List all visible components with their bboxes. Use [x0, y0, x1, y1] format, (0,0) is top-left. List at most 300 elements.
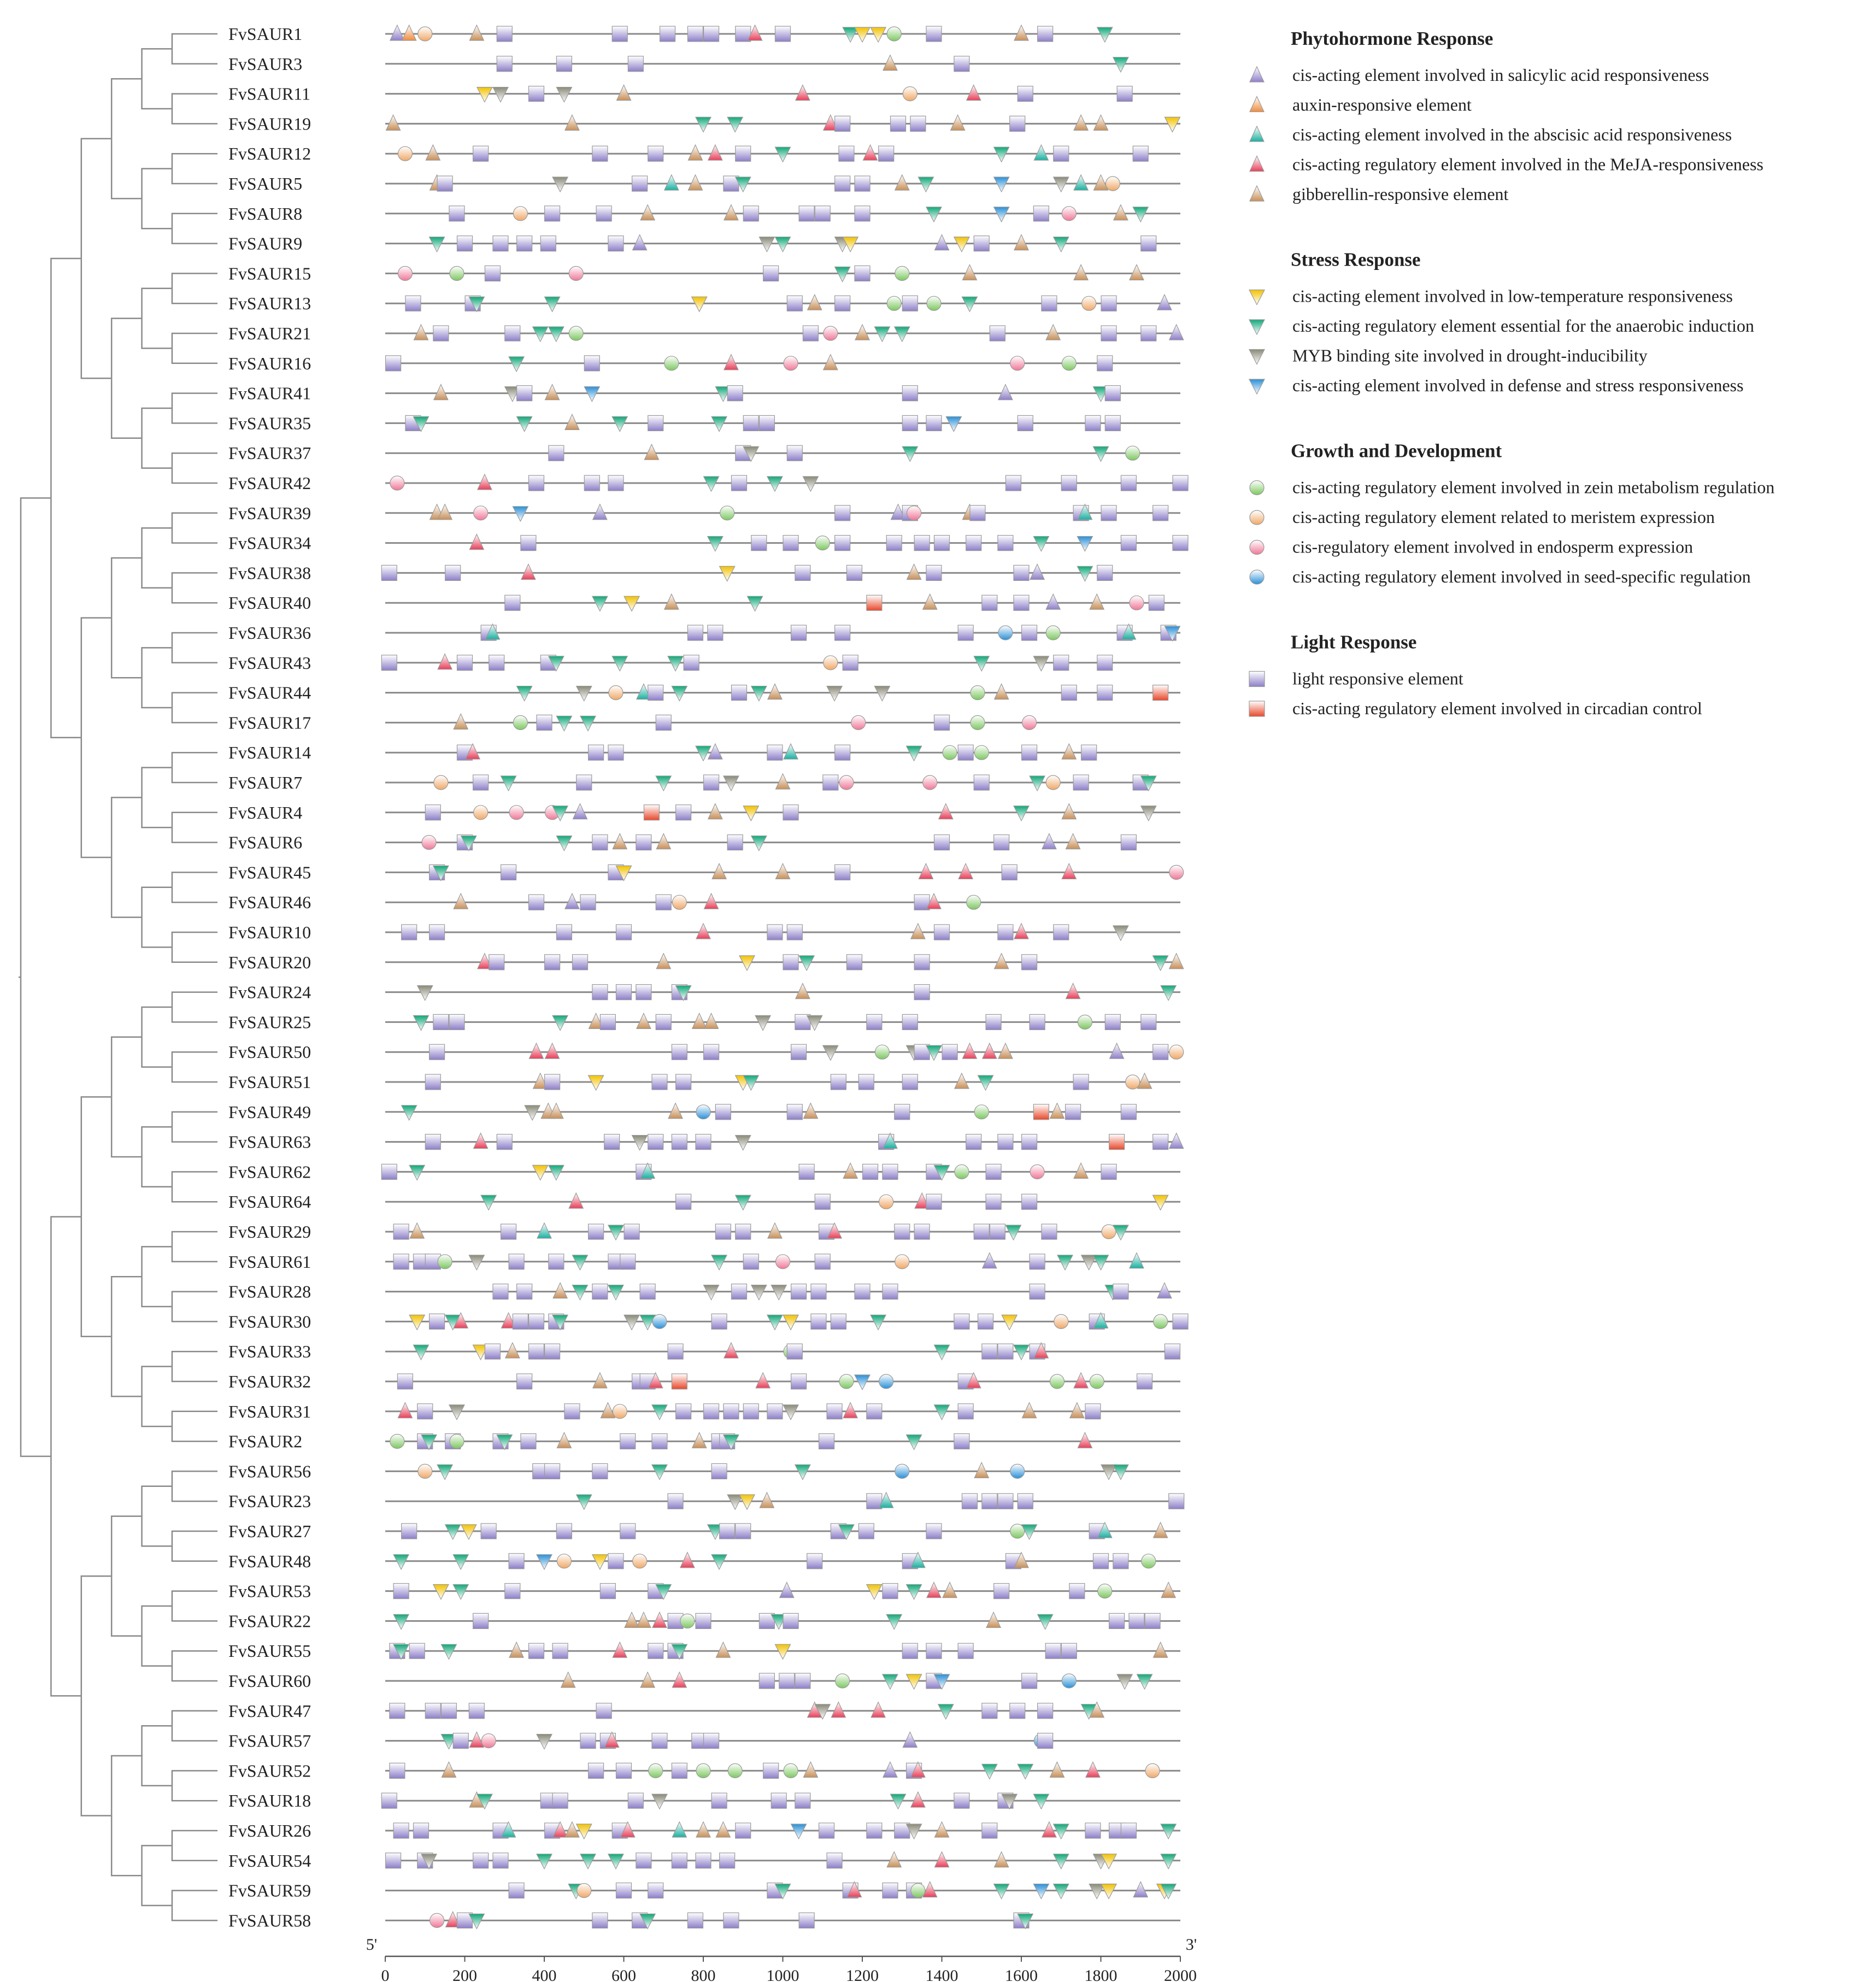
- light-element-marker: [556, 56, 572, 72]
- zein-element-marker: [1126, 446, 1140, 460]
- ga-element-marker: [664, 594, 679, 609]
- light-element-marker: [855, 176, 870, 191]
- light-element-marker: [736, 1823, 751, 1838]
- meja-element-marker: [652, 1612, 667, 1627]
- gene-label: FvSAUR47: [228, 1701, 311, 1721]
- light-element-marker: [636, 1853, 651, 1868]
- tree-branch: [51, 1456, 81, 1696]
- sa-element-marker: [780, 1583, 794, 1598]
- light-element-marker: [934, 536, 950, 551]
- meristem-element-marker: [903, 87, 917, 101]
- gene-label: FvSAUR15: [228, 263, 311, 284]
- gene-label: FvSAUR18: [228, 1791, 311, 1811]
- legend-item-label: auxin-responsive element: [1292, 95, 1472, 115]
- legend-group-title: Light Response: [1291, 631, 1417, 653]
- light-element-marker: [390, 1703, 405, 1719]
- tree-branch: [111, 79, 142, 139]
- ga-element-marker: [1014, 235, 1028, 250]
- light-element-marker: [1105, 415, 1120, 431]
- light-element-marker: [509, 1883, 524, 1898]
- ga-element-marker: [962, 264, 977, 280]
- light-element-marker: [736, 1224, 751, 1239]
- meja-element-marker: [756, 1373, 770, 1388]
- light-element-marker: [1030, 1284, 1045, 1299]
- light-element-marker: [620, 1524, 636, 1539]
- gene-row-fvsaur27: [228, 1521, 1180, 1541]
- endosperm-element-marker: [569, 266, 583, 280]
- gene-label: FvSAUR45: [228, 862, 311, 883]
- light-element-marker: [1121, 1104, 1136, 1120]
- tree-branch: [111, 1037, 142, 1097]
- tree-branch: [142, 408, 172, 438]
- ga-element-marker: [617, 85, 631, 101]
- light-element-marker: [1097, 356, 1113, 371]
- zein-element-marker: [895, 266, 909, 280]
- gene-label: FvSAUR61: [228, 1251, 311, 1272]
- endosperm-element-marker: [1130, 596, 1144, 610]
- sa-element-marker: [935, 235, 949, 250]
- light-element-marker: [648, 1643, 663, 1658]
- tree-branch: [172, 633, 217, 648]
- gene-row-fvsaur6: [228, 833, 1180, 852]
- tree-branch: [142, 1516, 172, 1546]
- light-element-marker: [886, 536, 902, 551]
- light-element-marker: [577, 775, 592, 790]
- ga-element-marker: [803, 1103, 818, 1119]
- ga-element-marker: [1046, 325, 1060, 340]
- light-element-marker: [393, 1584, 409, 1599]
- light-element-marker: [767, 745, 783, 760]
- gene-row-fvsaur42: [228, 473, 1188, 493]
- tree-branch: [172, 1292, 217, 1307]
- tree-branch: [81, 618, 111, 738]
- light-element-marker: [986, 1014, 1001, 1030]
- light-element-marker: [696, 1853, 711, 1868]
- light-element-marker: [1169, 1493, 1184, 1509]
- ga-element-marker: [637, 1013, 651, 1028]
- tree-branch: [81, 1097, 111, 1216]
- light-element-marker: [457, 655, 473, 671]
- light-element-marker: [1085, 415, 1101, 431]
- light-element-marker: [827, 1853, 842, 1868]
- circadian-element-marker: [867, 595, 882, 610]
- meristem-element-marker: [1046, 775, 1060, 790]
- gene-row-fvsaur32: [228, 1372, 1180, 1391]
- light-element-marker: [926, 1524, 942, 1539]
- tree-branch: [172, 947, 217, 962]
- sa-element-marker: [573, 804, 587, 819]
- light-element-marker: [791, 1284, 807, 1299]
- light-element-marker: [966, 1134, 981, 1150]
- light-element-marker: [493, 1853, 508, 1868]
- legend-item-label: cis-acting regulatory element related to meristem expression: [1292, 507, 1715, 527]
- ga-element-marker: [1050, 1103, 1064, 1119]
- tree-branch: [172, 932, 217, 947]
- tree-branch: [142, 768, 172, 798]
- light-element-marker: [763, 266, 779, 281]
- sa-element-marker: [565, 893, 579, 909]
- tree-branch: [142, 1756, 172, 1786]
- tree-branch: [142, 918, 172, 948]
- gene-label: FvSAUR17: [228, 713, 311, 733]
- ga-element-marker: [796, 984, 810, 999]
- tree-branch: [172, 1831, 217, 1845]
- light-element-marker: [914, 536, 930, 551]
- light-element-marker: [783, 955, 798, 970]
- tree-branch: [172, 872, 217, 887]
- gene-row-fvsaur40: [228, 593, 1180, 613]
- light-element-marker: [982, 1493, 997, 1509]
- light-element-marker: [974, 1224, 989, 1239]
- tree-branch: [172, 1666, 217, 1681]
- gene-row-fvsaur14: [228, 743, 1180, 762]
- legend-myb-icon: [1249, 350, 1265, 364]
- gene-label: FvSAUR26: [228, 1821, 311, 1840]
- light-element-marker: [1066, 1104, 1081, 1120]
- gene-label: FvSAUR16: [228, 353, 311, 373]
- axis-tick-label: 800: [691, 1967, 716, 1982]
- legend-group: [1250, 28, 1763, 204]
- ga-element-marker: [688, 145, 702, 160]
- light-element-marker: [835, 176, 850, 191]
- zein-element-marker: [974, 745, 989, 760]
- ga-element-marker: [716, 1822, 730, 1837]
- gene-label: FvSAUR42: [228, 473, 311, 493]
- light-element-marker: [652, 1733, 667, 1749]
- tree-branch: [111, 1097, 142, 1157]
- light-element-marker: [835, 745, 850, 760]
- light-element-marker: [1085, 1404, 1101, 1419]
- tree-branch: [172, 992, 217, 1007]
- ga-element-marker: [986, 1612, 1001, 1627]
- light-element-marker: [648, 1134, 663, 1150]
- gene-label: FvSAUR14: [228, 743, 311, 763]
- light-element-marker: [855, 266, 870, 281]
- light-element-marker: [958, 1404, 973, 1419]
- light-element-marker: [608, 236, 624, 251]
- light-element-marker: [596, 206, 611, 221]
- light-element-marker: [648, 146, 663, 161]
- light-element-marker: [1022, 1194, 1037, 1209]
- tree-branch: [172, 513, 217, 528]
- light-element-marker: [926, 565, 942, 580]
- light-element-marker: [954, 1793, 969, 1808]
- ga-element-marker: [692, 1013, 707, 1028]
- light-element-marker: [791, 1044, 807, 1060]
- light-element-marker: [1022, 955, 1037, 970]
- light-element-marker: [636, 835, 651, 850]
- zein-element-marker: [1090, 1374, 1104, 1389]
- light-element-marker: [505, 1584, 520, 1599]
- zein-element-marker: [450, 1434, 464, 1449]
- gene-row-fvsaur39: [228, 503, 1180, 523]
- gene-row-fvsaur26: [228, 1821, 1180, 1840]
- tree-branch: [51, 498, 81, 737]
- gene-label: FvSAUR13: [228, 293, 311, 314]
- light-element-marker: [509, 1254, 524, 1269]
- legend: [1249, 28, 1774, 718]
- ga-element-marker: [768, 1223, 782, 1238]
- meristem-element-marker: [557, 1554, 571, 1568]
- tree-branch: [172, 154, 217, 168]
- meja-element-marker: [438, 654, 452, 669]
- light-element-marker: [831, 1074, 846, 1090]
- light-element-marker: [608, 475, 624, 491]
- light-element-marker: [687, 625, 703, 640]
- meja-element-marker: [724, 1343, 738, 1358]
- ga-element-marker: [1062, 804, 1076, 819]
- gene-row-fvsaur24: [228, 983, 1180, 1002]
- gene-label: FvSAUR58: [228, 1910, 311, 1931]
- gene-row-fvsaur22: [228, 1611, 1180, 1631]
- light-element-marker: [926, 1643, 942, 1658]
- endosperm-element-marker: [509, 805, 524, 820]
- light-element-marker: [1101, 326, 1116, 341]
- zein-element-marker: [1078, 1015, 1092, 1029]
- tree-branch: [111, 618, 142, 678]
- light-element-marker: [815, 206, 830, 221]
- meristem-element-marker: [1105, 177, 1120, 191]
- tree-branch: [111, 1277, 142, 1337]
- circadian-element-marker: [644, 805, 659, 820]
- tree-branch: [142, 648, 172, 678]
- light-element-marker: [497, 26, 512, 42]
- endosperm-element-marker: [923, 775, 937, 790]
- tree-branch: [111, 1337, 142, 1397]
- gene-label: FvSAUR38: [228, 563, 311, 583]
- aba-element-marker: [1130, 1253, 1144, 1268]
- tree-branch: [172, 1127, 217, 1142]
- light-element-marker: [1101, 1164, 1116, 1179]
- light-element-marker: [596, 1703, 611, 1719]
- ga-element-marker: [951, 115, 965, 130]
- meja-element-marker: [843, 1403, 857, 1418]
- meristem-element-marker: [613, 1404, 627, 1419]
- light-element-marker: [628, 56, 643, 72]
- light-element-marker: [493, 1284, 508, 1299]
- light-element-marker: [846, 955, 862, 970]
- gene-row-fvsaur37: [228, 443, 1180, 463]
- tree-branch: [172, 1351, 217, 1366]
- endosperm-element-marker: [1030, 1165, 1044, 1179]
- endosperm-element-marker: [398, 266, 412, 280]
- seed-element-marker: [652, 1314, 667, 1328]
- sa-element-marker: [903, 1732, 917, 1748]
- ga-element-marker: [1074, 115, 1088, 130]
- tree-branch: [142, 1606, 172, 1636]
- meristem-element-marker: [633, 1554, 647, 1568]
- light-element-marker: [1038, 1733, 1053, 1749]
- endosperm-element-marker: [430, 1913, 444, 1927]
- gene-label: FvSAUR40: [228, 593, 311, 613]
- light-element-marker: [994, 835, 1009, 850]
- light-element-marker: [767, 1404, 783, 1419]
- light-element-marker: [998, 925, 1013, 940]
- light-element-marker: [672, 1763, 687, 1778]
- axis-tick-label: 1400: [925, 1967, 958, 1982]
- light-element-marker: [1145, 1613, 1160, 1628]
- meristem-element-marker: [672, 895, 686, 909]
- ga-element-marker: [808, 295, 822, 310]
- gene-row-fvsaur53: [228, 1581, 1180, 1601]
- legend-item-label: gibberellin-responsive element: [1292, 184, 1509, 204]
- meristem-element-marker: [824, 656, 838, 670]
- light-element-marker: [1022, 745, 1037, 760]
- light-element-marker: [799, 1913, 814, 1928]
- axis-start-label: 5': [366, 1936, 378, 1954]
- tree-branch: [142, 1875, 172, 1905]
- gene-label: FvSAUR23: [228, 1491, 311, 1512]
- tree-branch: [172, 1905, 217, 1920]
- light-element-marker: [1038, 26, 1053, 42]
- axis-tick-label: 400: [532, 1967, 557, 1982]
- light-element-marker: [656, 895, 671, 910]
- ga-element-marker: [824, 355, 838, 370]
- light-element-marker: [708, 625, 723, 640]
- gene-row-fvsaur49: [228, 1102, 1180, 1122]
- zein-element-marker: [815, 536, 830, 550]
- light-element-marker: [696, 1613, 711, 1628]
- light-element-marker: [934, 835, 950, 850]
- zein-element-marker: [728, 1763, 742, 1778]
- ga-element-marker: [1094, 115, 1108, 130]
- light-element-marker: [791, 625, 807, 640]
- tree-branch: [172, 273, 217, 288]
- light-element-marker: [449, 206, 464, 221]
- light-element-marker: [473, 1613, 489, 1628]
- light-element-marker: [763, 1763, 779, 1778]
- light-element-marker: [720, 1853, 735, 1868]
- zein-element-marker: [967, 895, 981, 909]
- tree-branch: [111, 857, 142, 918]
- zein-element-marker: [927, 296, 941, 310]
- light-element-marker: [751, 536, 767, 551]
- axis-tick-label: 0: [381, 1967, 390, 1982]
- ga-element-marker: [760, 1492, 774, 1508]
- light-element-marker: [620, 1254, 636, 1269]
- light-element-marker: [902, 1074, 918, 1090]
- ga-element-marker: [386, 115, 401, 130]
- ga-element-marker: [708, 804, 722, 819]
- light-element-marker: [1121, 475, 1136, 491]
- light-element-marker: [787, 1344, 802, 1359]
- gene-label: FvSAUR28: [228, 1281, 311, 1302]
- ga-element-marker: [410, 1223, 424, 1238]
- legend-lowtemp-icon: [1249, 290, 1265, 305]
- meja-element-marker: [1062, 863, 1076, 879]
- gene-tracks: [228, 24, 1188, 1930]
- light-element-marker: [902, 1643, 918, 1658]
- tree-branch: [172, 1651, 217, 1666]
- light-element-marker: [528, 1643, 544, 1658]
- tree-branch: [172, 1606, 217, 1621]
- ga-element-marker: [668, 1103, 683, 1119]
- seed-element-marker: [1062, 1674, 1076, 1688]
- meja-element-marker: [919, 863, 933, 879]
- gene-row-fvsaur46: [228, 892, 1180, 912]
- tree-branch: [51, 258, 81, 498]
- light-element-marker: [485, 1344, 500, 1359]
- gene-label: FvSAUR37: [228, 443, 311, 463]
- ga-element-marker: [696, 1822, 710, 1837]
- light-element-marker: [437, 176, 452, 191]
- tree-branch: [172, 1786, 217, 1801]
- light-element-marker: [430, 1044, 445, 1060]
- tree-branch: [172, 408, 217, 423]
- gene-row-fvsaur56: [228, 1461, 1180, 1481]
- light-element-marker: [509, 1554, 524, 1569]
- light-element-marker: [589, 745, 604, 760]
- gene-row-fvsaur25: [228, 1012, 1180, 1032]
- ga-element-marker: [1161, 1583, 1175, 1598]
- zein-element-marker: [1154, 1314, 1168, 1328]
- light-element-marker: [1073, 1074, 1089, 1090]
- tree-branch: [172, 1486, 217, 1501]
- light-element-marker: [632, 176, 648, 191]
- endosperm-element-marker: [1022, 715, 1037, 730]
- light-element-marker: [736, 146, 751, 161]
- light-element-marker: [736, 1524, 751, 1539]
- light-element-marker: [656, 1014, 671, 1030]
- gene-row-fvsaur51: [228, 1072, 1180, 1092]
- light-element-marker: [1173, 475, 1188, 491]
- light-element-marker: [743, 206, 758, 221]
- ga-element-marker: [1022, 1403, 1037, 1418]
- legend-item-label: cis-acting regulatory element involved in circadian control: [1292, 698, 1702, 718]
- gene-row-fvsaur30: [228, 1311, 1188, 1331]
- light-element-marker: [393, 1224, 409, 1239]
- circadian-element-marker: [1153, 685, 1168, 701]
- tree-branch: [172, 752, 217, 767]
- light-element-marker: [926, 1194, 942, 1209]
- light-element-marker: [493, 236, 508, 251]
- light-element-marker: [787, 445, 802, 461]
- ga-element-marker: [995, 684, 1009, 699]
- gene-label: FvSAUR22: [228, 1611, 311, 1631]
- light-element-marker: [1081, 745, 1097, 760]
- light-element-marker: [672, 1044, 687, 1060]
- light-element-marker: [1061, 685, 1077, 701]
- light-element-marker: [505, 595, 520, 610]
- ga-element-marker: [656, 834, 671, 849]
- meristem-element-marker: [398, 146, 412, 161]
- ga-element-marker: [1062, 744, 1076, 759]
- light-element-marker: [381, 1164, 397, 1179]
- meja-element-marker: [569, 1193, 583, 1208]
- tree-branch: [111, 319, 142, 379]
- tree-branch: [172, 1246, 217, 1261]
- gene-label: FvSAUR33: [228, 1342, 311, 1362]
- zein-element-marker: [784, 1763, 798, 1778]
- ga-element-marker: [557, 1433, 571, 1448]
- tree-branch: [172, 573, 217, 587]
- meja-element-marker: [935, 1852, 949, 1867]
- tree-branch: [172, 1067, 217, 1082]
- zein-element-marker: [887, 27, 901, 41]
- legend-zein-icon: [1250, 481, 1264, 495]
- endosperm-element-marker: [422, 836, 436, 850]
- meja-element-marker: [1078, 1433, 1092, 1448]
- light-element-marker: [687, 1913, 703, 1928]
- gene-row-fvsaur4: [228, 803, 1180, 822]
- tree-branch: [21, 977, 51, 1456]
- gene-label: FvSAUR7: [228, 773, 303, 792]
- tree-branch: [172, 214, 217, 228]
- light-element-marker: [1030, 1014, 1045, 1030]
- light-element-marker: [405, 296, 421, 311]
- gene-row-fvsaur17: [228, 713, 1180, 732]
- light-element-marker: [584, 356, 599, 371]
